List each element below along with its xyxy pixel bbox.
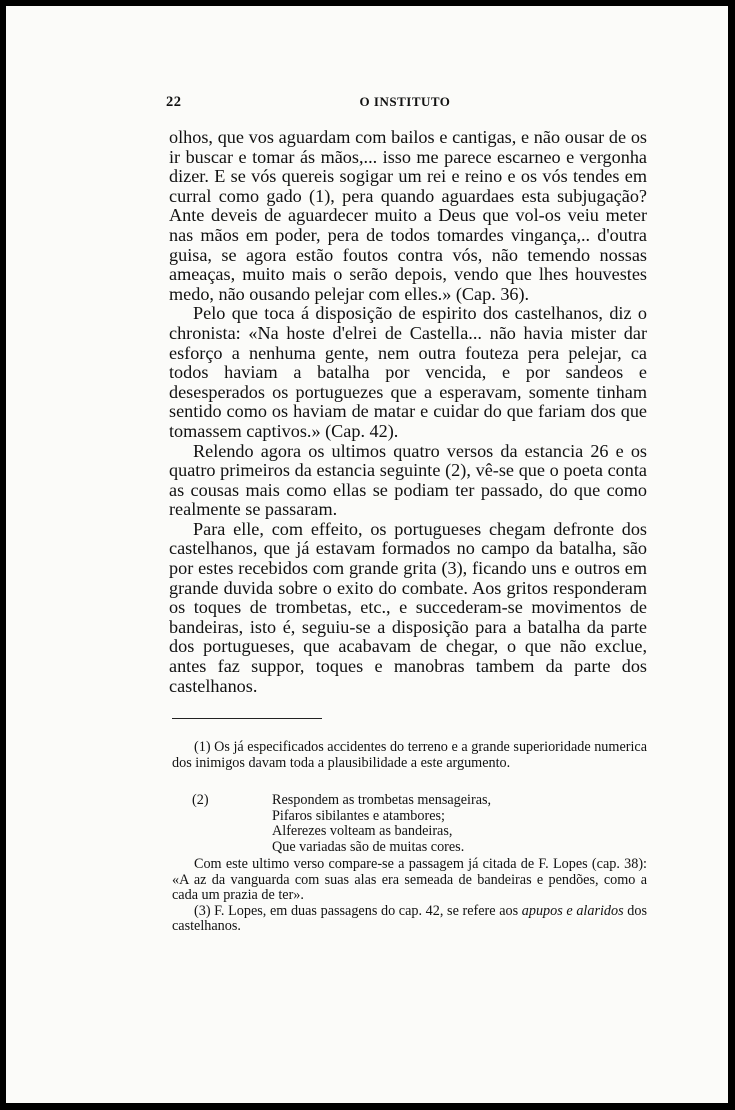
verse-line: Que variadas são de muitas cores. — [272, 838, 465, 855]
footnotes — [172, 740, 647, 935]
book-page — [6, 6, 728, 1103]
footnote-3 — [172, 904, 647, 935]
footnote-3-prefix: (3) F. Lopes, em duas passagens do cap. 42, se refere aos — [194, 902, 519, 919]
footnote-2-verse — [172, 793, 647, 857]
footnote-1: (1) Os já especificados accidentes do terreno e a grande superioridade numerica dos inimigos davam toda a plausibilidade a este argumento. — [172, 739, 647, 771]
paragraph: Para elle, com effeito, os portugueses chegam defronte dos castelhanos, que já estavam formados no campo da batalha, são por estes recebidos com grande grita (3), ficando uns e outros em grande duvida sobre o exito do combate. Aos gritos responderam os toques de trombetas, etc., e succederam-se movimentos de bandeiras, isto é, seguiu-se a disposição para a batalha da parte dos portugueses, que acabavam de chegar, o que não exclue, antes faz suppor, toques e manobras tambem da parte dos castelhanos. — [169, 518, 647, 696]
verse-line: Respondem as trombetas mensageiras, — [272, 792, 492, 808]
paragraph: olhos, que vos aguardam com bailos e cantigas, e não ousar de os ir buscar e tomar ás mãos,... isso me parece escarneo e vergonha dizer. E se vós quereis sogigar um rei e reino e os vós tendes em curral como gado (1), pera quando aguardaes esta subjugação? Ante deveis de aguardecer muito a Deus que vol-os veiu meter nas mãos em poder, pera de todos tomardes vingança,.. d'outra guisa, se agora estão foutos contra vós, não temendo nossas ameaças, muito mais o serão depois, vendo que lhes houvestes medo, não ousando pelejar com elles.» (Cap. 36). — [169, 127, 647, 304]
footnote-2-number: (2) — [192, 792, 209, 808]
footnote-3-suffix: dos castelhanos. — [172, 902, 647, 934]
paragraph: Relendo agora os ultimos quatro versos da estancia 26 e os quatro primeiros da estancia seguinte (2), vê-se que o poeta conta as cousas mais como ellas se podiam ter passado, do que como realmente se passaram. — [169, 440, 647, 520]
paragraph: Pelo que toca á disposição de espirito dos castelhanos, diz o chronista: «Na hoste d'elrei de Castella... não havia mister dar esforço a nenhuma gente, nem outra fouteza pera pelejar, ca todos haviam a batalha por vencida, e por sandeos e desesperados os portuguezes que a esperavam, somente tinham sentido como os haviam de matar e cuidar do que fariam dos que tomassem captivos.» (Cap. 42). — [169, 303, 647, 441]
verse-line: Alferezes volteam as bandeiras, — [272, 823, 453, 839]
footnote-separator — [172, 718, 322, 719]
verse-lines — [272, 793, 491, 855]
running-title: O INSTITUTO — [359, 94, 451, 109]
footnote-2-comment: Com este ultimo verso compare-se a passagem já citada de F. Lopes (cap. 38): «A az da vanguarda com suas alas era semeada de bandeiras e pendões, como a cada um prazia de ter». — [172, 856, 647, 903]
verse-line: Pifaros sibilantes e atambores; — [272, 807, 445, 824]
footnote-3-italic: apupos e alaridos — [521, 902, 624, 919]
page-number: 22 — [166, 94, 182, 110]
body-text — [169, 128, 647, 696]
